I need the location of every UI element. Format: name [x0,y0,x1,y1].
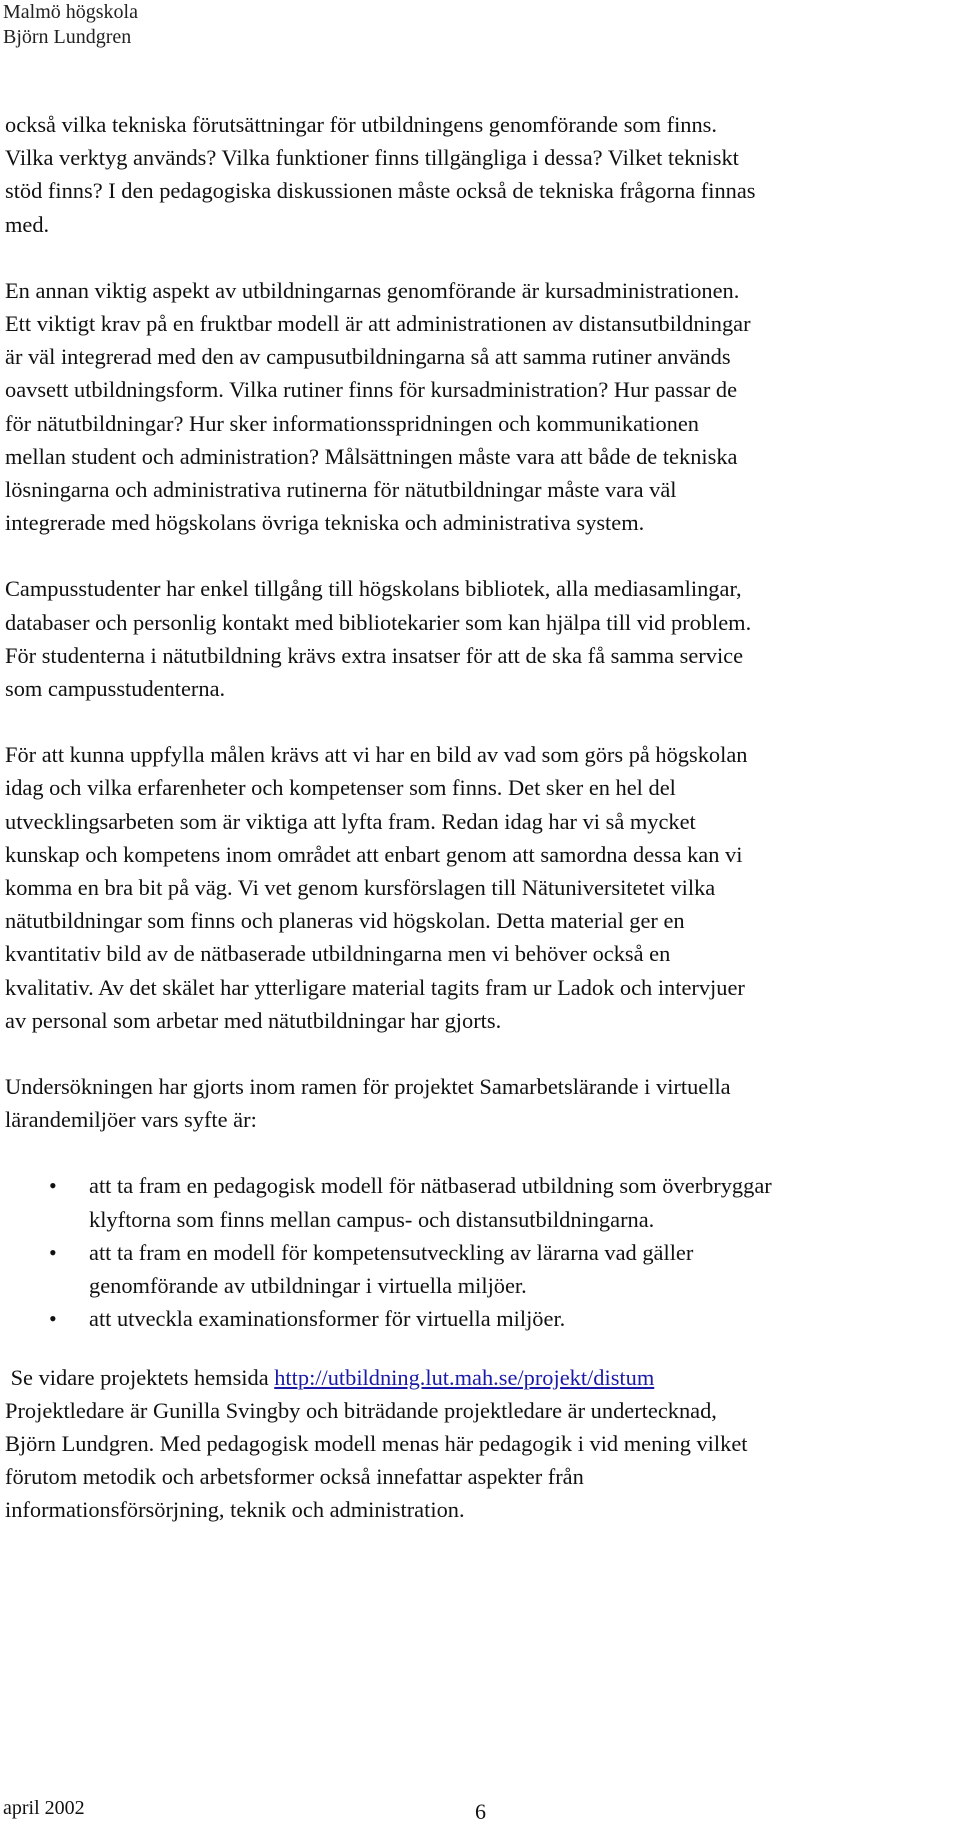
paragraph-survey [5,1070,955,1136]
bullet-icon: • [49,1306,57,1332]
text-line: mellan student och administration? Målsättningen måste vara att både de tekniska [5,443,738,469]
paragraph-project [5,1361,955,1527]
text-line: som campusstudenterna. [5,676,226,702]
text-line: Ett viktigt krav på en fruktbar modell är att administrationen av distansutbildningar [5,311,751,337]
text-line: förutom metodik och arbetsformer också innefattar aspekter från [5,1464,584,1490]
text-line: av personal som arbetar med nätutbildningar har gjorts. [5,1007,502,1033]
text-line: Undersökningen har gjorts inom ramen för projektet Samarbetslärande i virtuella [5,1074,731,1100]
text-line: genomförande av utbildningar i virtuella miljöer. [89,1273,527,1299]
bullet-icon: • [49,1173,57,1199]
text-line: databaser och personlig kontakt med bibliotekarier som kan hjälpa till vid problem. [5,609,752,635]
text-line: är väl integrerad med den av campusutbildningarna så att samma rutiner används [5,344,731,370]
text-line: att ta fram en pedagogisk modell för nätbaserad utbildning som överbryggar [89,1173,772,1199]
text-line: Björn Lundgren. Med pedagogisk modell menas här pedagogik i vid mening vilket [5,1430,748,1456]
text-line: lärandemiljöer vars syfte är: [5,1107,257,1133]
text-line: Campusstudenter har enkel tillgång till högskolans bibliotek, alla mediasamlingar, [5,576,742,602]
text-line: också vilka tekniska förutsättningar för utbildningens genomförande som finns. [5,112,717,137]
text-line: idag och vilka erfarenheter och kompetenser som finns. Det sker en hel del [5,775,676,801]
project-homepage-link[interactable]: http://utbildning.lut.mah.se/projekt/distum [274,1364,655,1390]
text-line: integrerade med högskolans övriga tekniska och administrativa system. [5,510,645,536]
paragraph-technical [5,108,955,241]
list-item [5,1302,955,1335]
link-intro: Se vidare projektets hemsida [5,1364,275,1390]
list-item [5,1236,955,1302]
text-line: Vilka verktyg används? Vilka funktioner finns tillgängliga i dessa? Vilket tekniskt [5,145,739,171]
text-line: kunskap och kompetens inom området att enbart genom att samordna dessa kan vi [5,841,743,867]
document-body [5,108,955,1527]
paragraph-goals [5,738,955,1037]
text-line: med. [5,211,50,237]
text-line: stöd finns? I den pedagogiska diskussionen måste också de tekniska frågorna finnas [5,178,756,204]
text-line: En annan viktig aspekt av utbildningarnas genomförande är kursadministrationen. [5,277,740,303]
page-number: 6 [475,1799,486,1824]
text-line: nätutbildningar som finns och planeras vid högskolan. Detta material ger en [5,908,685,934]
text-line: lösningarna och administrativa rutinerna för nätutbildningar måste vara väl [5,477,677,503]
header-institution: Malmö högskola [3,1,138,23]
text-line: komma en bra bit på väg. Vi vet genom kursförslagen till Nätuniversitetet vilka [5,875,716,901]
paragraph-administration [5,274,955,540]
text-line: kvantitativ bild av de nätbaserade utbildningarna men vi behöver också en [5,941,671,967]
header-author: Björn Lundgren [3,26,132,48]
text-line: oavsett utbildningsform. Vilka rutiner finns för kursadministration? Hur passar de [5,377,738,403]
paragraph-library [5,572,955,705]
text-line: För att kunna uppfylla målen krävs att vi har en bild av vad som görs på högskolan [5,742,748,768]
text-line: klyftorna som finns mellan campus- och distansutbildningarna. [89,1206,655,1232]
page-header [3,0,138,50]
text-line: För studenterna i nätutbildning krävs extra insatser för att de ska få samma service [5,642,744,668]
text-line: att utveckla examinationsformer för virtuella miljöer. [89,1306,566,1332]
text-line: kvalitativ. Av det skälet har ytterligare material tagits fram ur Ladok och intervjuer [5,974,745,1000]
footer-date: april 2002 [3,1797,85,1819]
text-line: för nätutbildningar? Hur sker informationsspridningen och kommunikationen [5,410,699,436]
text-line: utvecklingsarbeten som är viktiga att lyfta fram. Redan idag har vi så mycket [5,808,696,834]
purpose-list [5,1169,955,1335]
text-line: Projektledare är Gunilla Svingby och biträdande projektledare är undertecknad, [5,1397,717,1423]
list-item [5,1169,955,1235]
bullet-icon: • [49,1239,57,1265]
text-line: informationsförsörjning, teknik och administration. [5,1497,465,1523]
text-line: att ta fram en modell för kompetensutveckling av lärarna vad gäller [89,1239,694,1265]
